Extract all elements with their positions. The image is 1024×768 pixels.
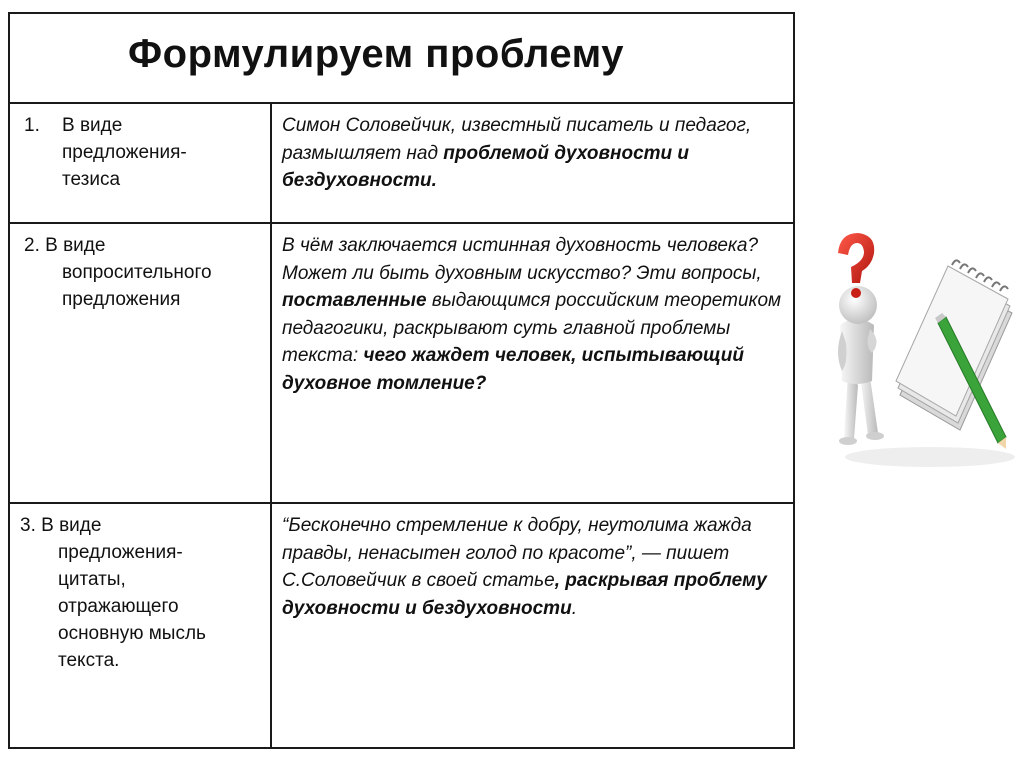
row-2-label-rest: вопросительного предложения (62, 262, 212, 310)
text-segment: выдающимся российским теоретиком педагогики, раскрывают суть главной проблемы текста: (282, 290, 782, 366)
row-3-label-rest: предложения- цитаты, отражающего основную мысль текста. (58, 542, 206, 671)
row-2-label-cell (10, 224, 270, 502)
row-3-label-cell (10, 504, 270, 747)
row-1-label-cell (10, 104, 270, 222)
bold-text-segment: поставленные (282, 290, 427, 311)
text-segment: В чём заключается истинная духовность человека? Может ли быть духовным искусство? Эти вопросы, (282, 235, 762, 284)
text-segment: Симон Соловейчик, известный писатель и педагог, размышляет над (282, 115, 752, 164)
row-2-label-first: В виде (45, 235, 106, 256)
row-1-label (62, 112, 262, 193)
row-2-text (282, 232, 792, 397)
bold-text-segment: проблемой духовности и бездуховности. (282, 142, 690, 191)
text-segment: “Бесконечно стремление к добру, неутолима жажда правды, ненасытен голод по красоте”, — пишет С.Соловейчик в своей статье (282, 515, 752, 591)
table-row-2 (10, 224, 793, 504)
problem-table (8, 12, 795, 749)
row-1-label-rest: предложения- тезиса (62, 142, 187, 190)
question-mark-icon (838, 233, 874, 298)
row-2-number: 2. (24, 235, 40, 256)
thinking-figure (838, 286, 884, 445)
row-3-number: 3. (20, 515, 36, 536)
row-1-number: 1. (24, 115, 40, 136)
row-1-text (282, 112, 792, 195)
row-2-label (62, 259, 262, 313)
page-title: Формулируем проблему (128, 32, 624, 76)
row-3-text (282, 512, 792, 622)
row-1-label-first: В виде (62, 115, 123, 136)
thinking-person-with-notepad-and-question-mark-icon (820, 225, 1020, 475)
row-3-label-first: В виде (41, 515, 102, 536)
bold-text-segment: чего жаждет человек, испытывающий духовное томление? (282, 345, 744, 394)
title-row (10, 14, 793, 104)
row-3-label (58, 539, 258, 674)
shadow (845, 447, 1015, 467)
bold-text-segment: , раскрывая проблему духовности и бездуховности (282, 570, 767, 619)
text-segment: . (571, 597, 577, 619)
table-row-1 (10, 104, 793, 224)
table-row-3 (10, 504, 793, 747)
